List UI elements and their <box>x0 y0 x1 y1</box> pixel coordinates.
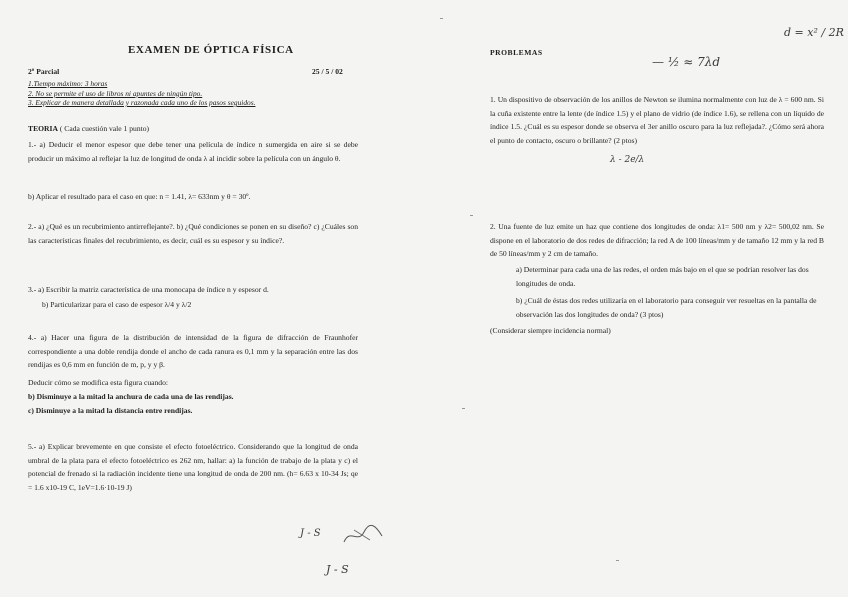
problem-2-note: (Considerar siempre incidencia normal) <box>490 326 611 335</box>
teoria-header: TEORIA <box>28 124 58 133</box>
question-3b: b) Particularizar para el caso de espesor λ/4 y λ/2 <box>42 300 192 309</box>
parcial-label: 2º Parcial <box>28 67 60 76</box>
problem-2a: a) Determinar para cada una de las redes, el orden más bajo en el que se podrían resolver las dos longitudes de onda. <box>516 265 809 288</box>
handwritten-formula: d = x² / 2R <box>784 26 844 39</box>
question-1b: b) Aplicar el resultado para el caso en que: n = 1.41, λ= 633nm y θ = 30º. <box>28 192 251 201</box>
question-4: 4.- a) Hacer una figura de la distribución de intensidad de la figura de difracción de Fraunhofer correspondiente a una doble rendija donde el ancho de cada ranura es 0,1 mm y la separación entre las dos rendijas es 0,6 mm en función de m, p, y y β. <box>28 333 358 369</box>
problem-2: 2. Una fuente de luz emite un haz que contiene dos longitudes de onda: λ1= 500 nm y λ2= 500,02 nm. Se dispone en el laboratorio de dos redes de difracción; la red A de 100 líneas/mm y de tamaño 12 mm y la red B de 50 líneas/mm y 2 cm de tamaño. <box>490 222 824 258</box>
handwritten-note-js-2: J - S <box>326 563 349 576</box>
rule-3: 3. Explicar de manera detallada y razonada cada uno de los pasos seguidos. <box>28 98 256 107</box>
scan-speck <box>440 18 443 19</box>
exam-rules <box>28 79 348 108</box>
scan-speck <box>462 408 465 409</box>
exam-title: EXAMEN DE ÓPTICA FÍSICA <box>128 44 294 56</box>
question-4b: b) Disminuye a la mitad la anchura de cada una de las rendijas. <box>28 392 234 401</box>
question-5: 5.- a) Explicar brevemente en que consiste el efecto fotoeléctrico. Considerando que la longitud de onda umbral de la plata para el efecto fotoeléctrico es 262 nm, hallar: a) la función de trabajo de la plata y c) el potencial de frenado si la radiación incidente tiene una longitud de onda de 200 nm. (h= 6.63 x 10-34 Js; qe = 1.6 x10-19 C, 1eV=1.6·10-19 J) <box>28 442 358 492</box>
rule-2: 2. No se permite el uso de libros ni apuntes de ningún tipo. <box>28 88 203 98</box>
problem-1: 1. Un dispositivo de observación de los anillos de Newton se ilumina normalmente con luz de λ = 600 nm. Si la cuña existente entre la lente (de índice 1.5) y el plano de vidrio (de índice 1.6), se rellena con un líquido de índice 1.5. ¿Cuál es su espesor donde se observa el 3er anillo oscuro para la luz reflejada?. ¿Cómo será ahora el punto de contacto, oscuro o brillante? (2 ptos) <box>490 95 824 145</box>
teoria-heading <box>28 122 149 136</box>
question-4c: c) Disminuye a la mitad la distancia entre rendijas. <box>28 406 193 415</box>
problem-2b: b) ¿Cuál de éstas dos redes utilizaría en el laboratorio para conseguir ver resueltas en la pantalla de observación las dos longitudes de onda? (3 ptos) <box>516 296 817 319</box>
handwritten-note-js-1: J - S <box>300 528 321 539</box>
handwritten-scribble-icon <box>340 522 386 548</box>
handwritten-answer-1: λ - 2e/λ <box>610 155 645 165</box>
problemas-header: PROBLEMAS <box>490 48 543 57</box>
scan-speck <box>470 215 473 216</box>
question-3a: 3.- a) Escribir la matriz característica de una monocapa de índice n y espesor d. <box>28 285 269 294</box>
teoria-note: ( Cada cuestión vale 1 punto) <box>59 124 150 133</box>
question-4-deduce: Deducir cómo se modifica esta figura cuando: <box>28 378 169 387</box>
question-2: 2.- a) ¿Qué es un recubrimiento antirreflejante?. b) ¿Qué condiciones se ponen en su diseño? c) ¿Cuáles son las características finales del recubrimiento, es decir, cuál es su espesor y su índice?. <box>28 222 358 245</box>
question-1a: 1.- a) Deducir el menor espesor que debe tener una película de índice n sumergida en aire si se debe producir un máximo al reflejar la luz de longitud de onda λ al incidir sobre la película con un ángulo θ. <box>28 140 358 163</box>
handwritten-formula-2: — ½ ≈ 7λd <box>652 55 721 69</box>
scan-speck <box>616 560 619 561</box>
exam-date: 25 / 5 / 02 <box>312 67 343 76</box>
rule-1: 1.Tiempo máximo: 3 horas <box>28 79 108 88</box>
